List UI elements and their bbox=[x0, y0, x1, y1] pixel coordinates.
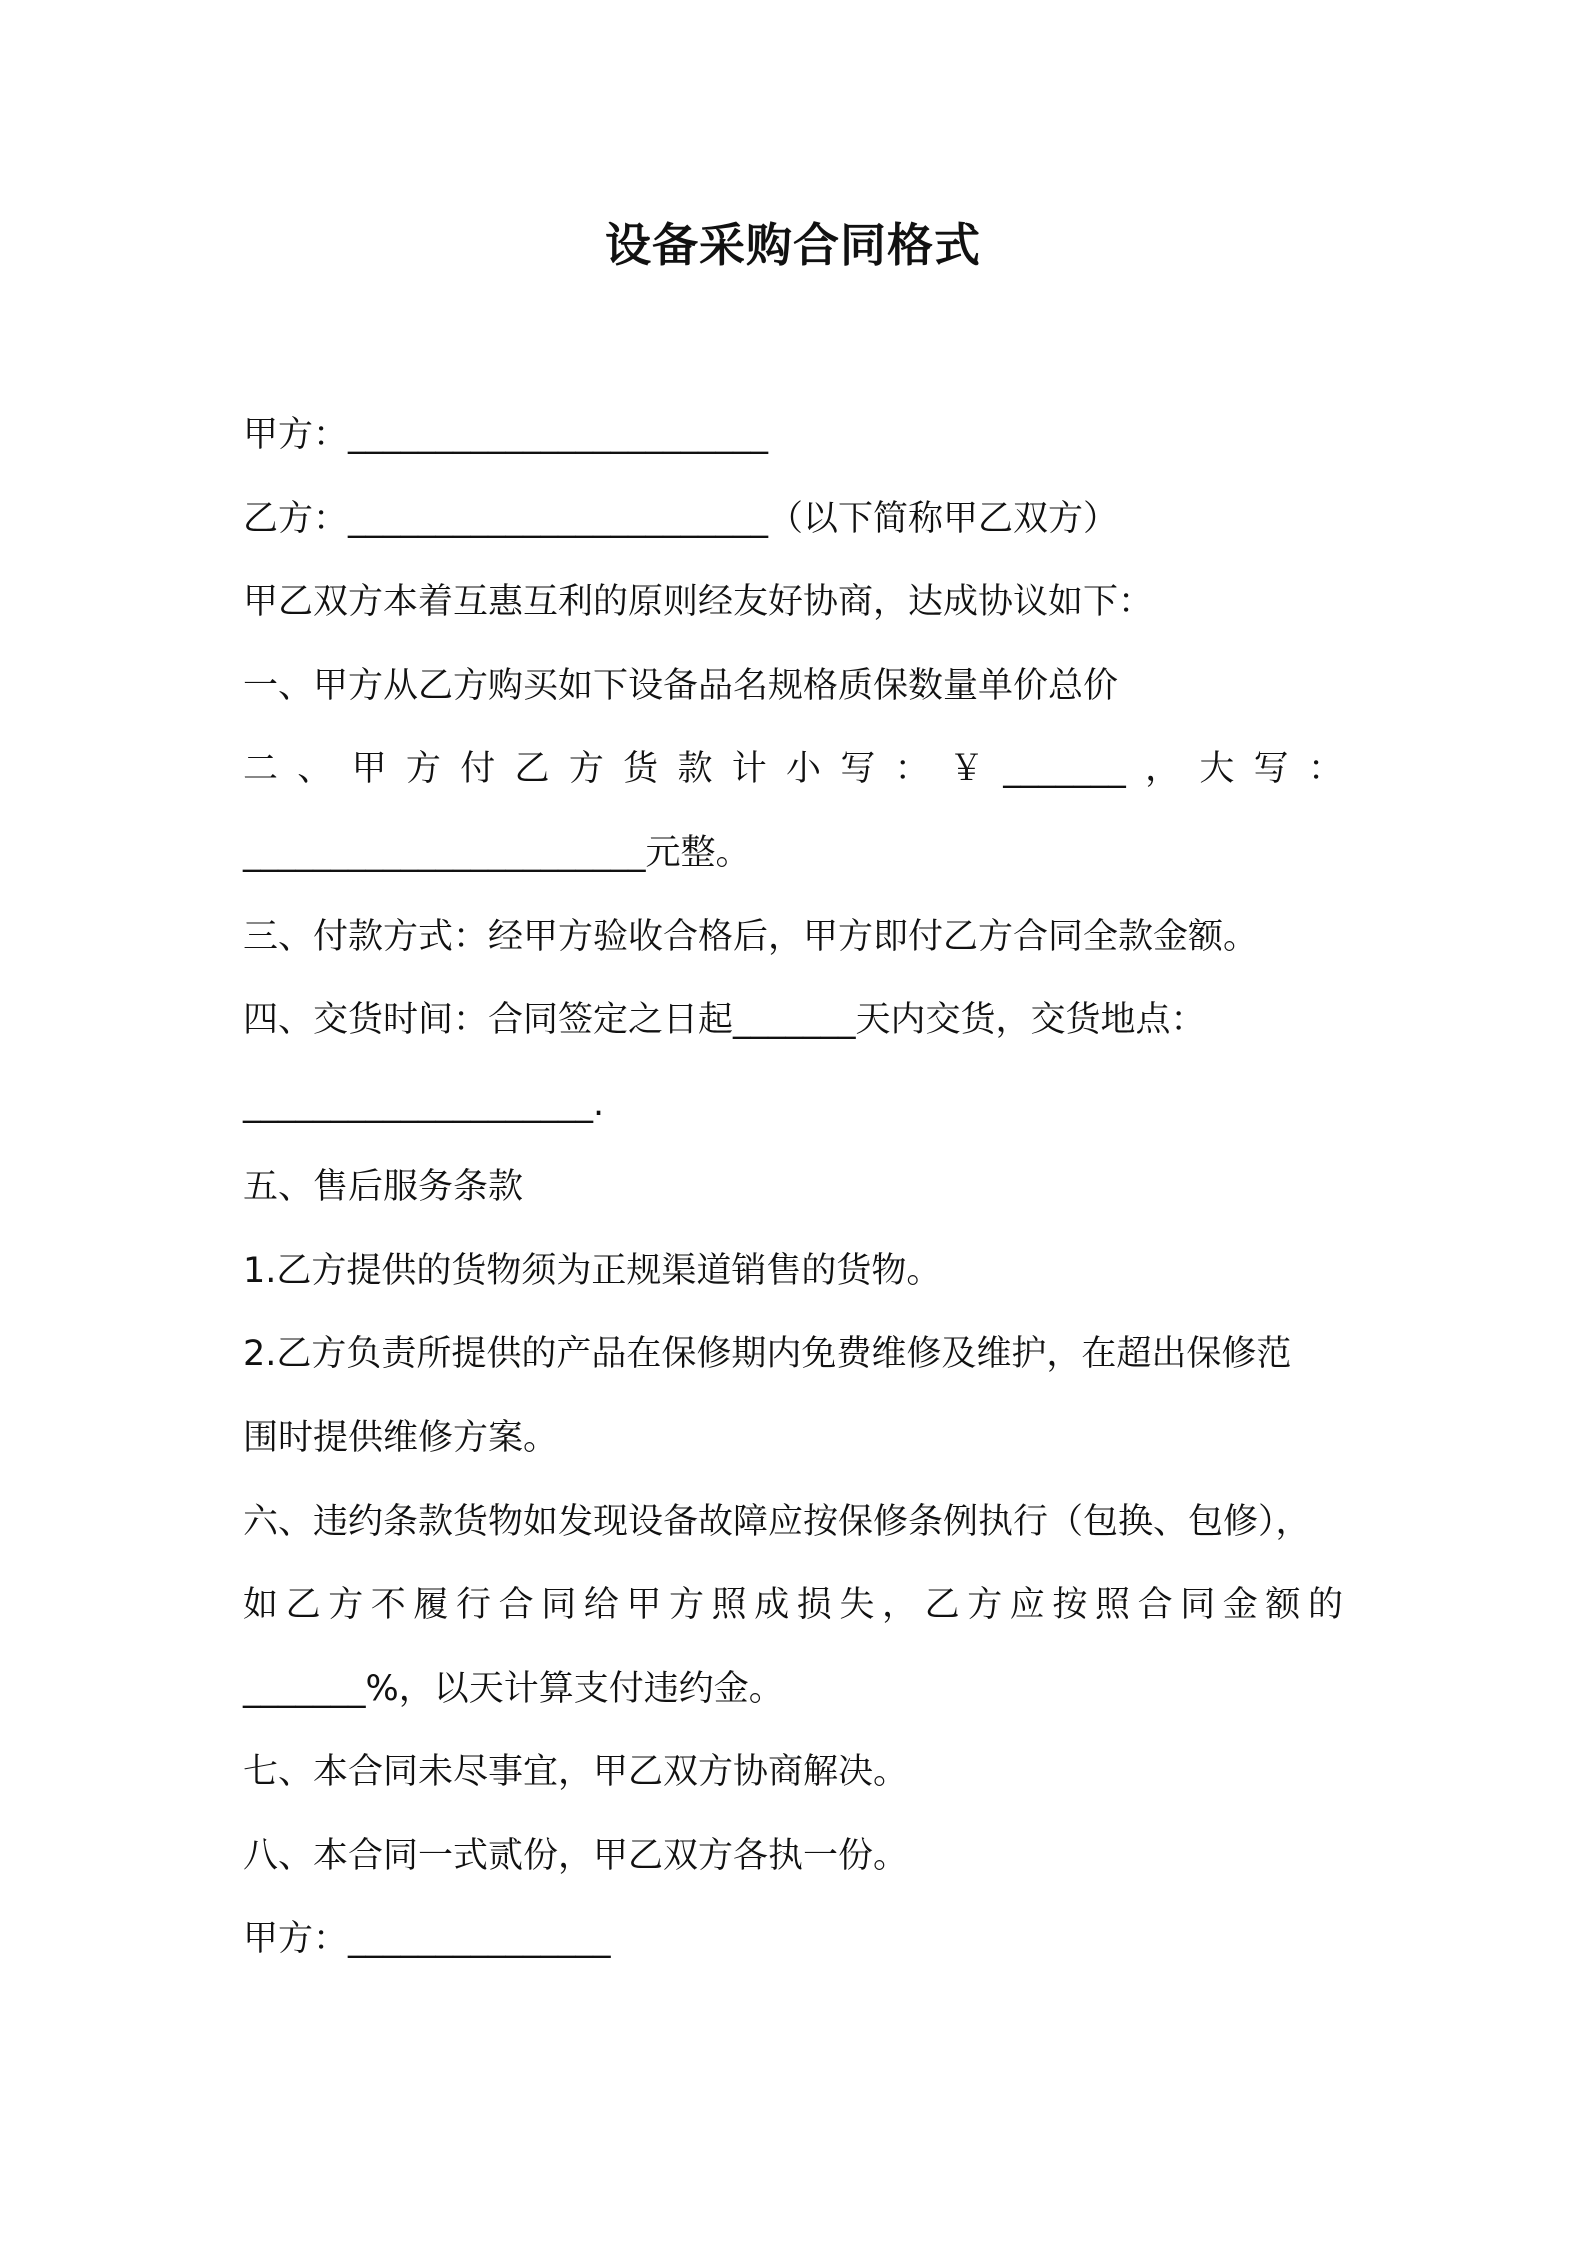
party-b-line: 乙方：________________________（以下简称甲乙双方） bbox=[243, 499, 1119, 539]
clause-6-line-3: _______%，以天计算支付违约金。 bbox=[243, 1669, 784, 1709]
clause-2-line-1: 二、甲方付乙方货款计小写：￥_______，大写： bbox=[243, 749, 1343, 789]
clause-5-item-2-line-1: 2.乙方负责所提供的产品在保修期内免费维修及维护，在超出保修范 bbox=[243, 1334, 1292, 1374]
document-title: 设备采购合同格式 bbox=[605, 218, 981, 272]
clause-6-line-2: 如乙方不履行合同给甲方照成损失，乙方应按照合同金额的 bbox=[243, 1585, 1343, 1625]
clause-7: 七、本合同未尽事宜，甲乙双方协商解决。 bbox=[243, 1752, 909, 1792]
agreement-intro: 甲乙双方本着互惠互利的原则经友好协商，达成协议如下： bbox=[243, 582, 1154, 622]
clause-4-line-1: 四、交货时间：合同签定之日起_______天内交货，交货地点： bbox=[243, 1000, 1206, 1040]
clause-5-heading: 五、售后服务条款 bbox=[243, 1167, 524, 1207]
clause-1: 一、甲方从乙方购买如下设备品名规格质保数量单价总价 bbox=[243, 666, 1119, 706]
clause-2-line-2: _______________________元整。 bbox=[243, 833, 751, 873]
clause-4-line-2: ____________________. bbox=[243, 1084, 605, 1124]
party-a-signature-line: 甲方：_______________ bbox=[243, 1919, 611, 1959]
clause-5-item-1: 1.乙方提供的货物须为正规渠道销售的货物。 bbox=[243, 1251, 942, 1291]
clause-8: 八、本合同一式贰份，甲乙双方各执一份。 bbox=[243, 1836, 909, 1876]
clause-6-line-1: 六、违约条款货物如发现设备故障应按保修条例执行（包换、包修）， bbox=[243, 1502, 1311, 1542]
party-a-line: 甲方：________________________ bbox=[243, 415, 769, 455]
clause-5-item-2-line-2: 围时提供维修方案。 bbox=[243, 1418, 559, 1458]
clause-3: 三、付款方式：经甲方验收合格后，甲方即付乙方合同全款金额。 bbox=[243, 917, 1259, 957]
